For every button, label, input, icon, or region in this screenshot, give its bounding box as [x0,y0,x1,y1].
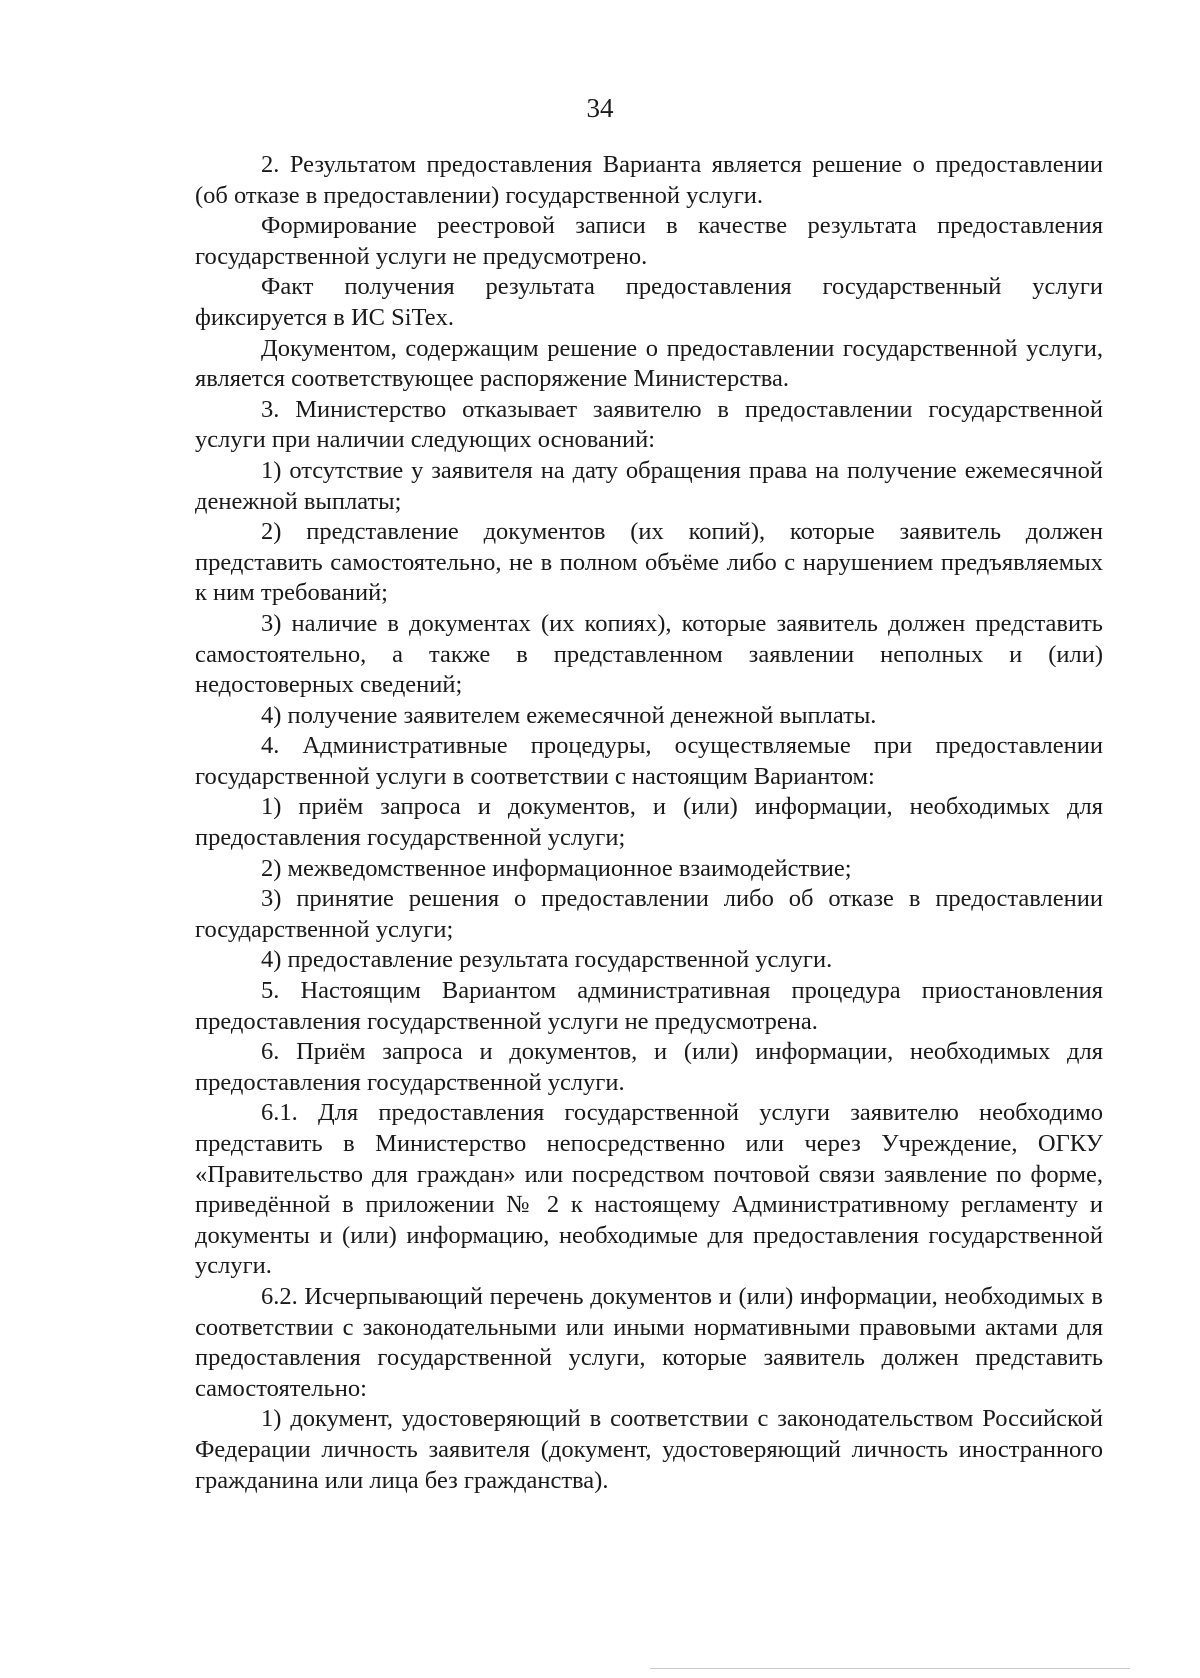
document-body [195,150,1103,1496]
list-item-procedure-4: 4) предоставление результата государственной услуги. [261,946,833,974]
list-item-refusal-1: 1) отсутствие у заявителя на дату обращения права на получение ежемесячной денежной выплаты; [195,456,1103,515]
list-item-procedure-3: 3) принятие решения о предоставлении либо об отказе в предоставлении государственной услуги; [195,885,1103,943]
footer-divider [650,1668,1130,1669]
paragraph-result-variant: 2. Результатом предоставления Варианта является решение о предоставлении (об отказе в предоставлении) государственной услуги. [195,151,1103,209]
list-item-refusal-4: 4) получение заявителем ежемесячной денежной выплаты. [261,701,877,729]
paragraph-request-intake: 6. Приём запроса и документов, и (или) информации, необходимых для предоставления государственной услуги. [195,1038,1103,1096]
list-item-procedure-1: 1) приём запроса и документов, и (или) информации, необходимых для предоставления государственной услуги; [195,793,1103,852]
list-item-refusal-3: 3) наличие в документах (их копиях), которые заявитель должен представить самостоятельно, а также в представленном заявлении неполных и (или) недостоверных сведений; [195,609,1103,699]
paragraph-6-2: 6.2. Исчерпывающий перечень документов и (или) информации, необходимых в соответствии с законодательными или иными нормативными правовыми актами для предоставления государственной услуги, которые заявитель должен представить самостоятельно: [195,1282,1103,1402]
paragraph-6-1: 6.1. Для предоставления государственной услуги заявителю необходимо представить в Министерство непосредственно или через Учреждение, ОГКУ «Правительство для граждан» или посредством почтовой связи заявление по форме, приведённой в приложении № 2 к настоящему Административному регламенту и документы и (или) информацию, необходимые для предоставления государственной услуги. [195,1099,1103,1280]
list-item-procedure-2: 2) межведомственное информационное взаимодействие; [261,854,852,882]
paragraph-refusal-grounds: 3. Министерство отказывает заявителю в предоставлении государственной услуги при наличии следующих оснований: [195,395,1103,454]
page-number: 34 [586,93,614,123]
paragraph-decision-document: Документом, содержащим решение о предоставлении государственной услуги, является соответствующее распоряжение Министерства. [195,334,1103,393]
list-item-identity-document: 1) документ, удостоверяющий в соответствии с законодательством Российской Федерации личность заявителя (документ, удостоверяющий личность иностранного гражданина или лица без гражданства). [195,1405,1103,1494]
paragraph-registry-record: Формирование реестровой записи в качестве результата предоставления государственной услуги не предусмотрено. [195,212,1103,270]
list-item-refusal-2: 2) представление документов (их копий), которые заявитель должен представить самостоятельно, не в полном объёме либо с нарушением предъявляемых к ним требований; [195,518,1103,607]
paragraph-suspension: 5. Настоящим Вариантом административная процедура приостановления предоставления государственной услуги не предусмотрена. [195,977,1103,1035]
paragraph-result-fixation: Факт получения результата предоставления государственный услуги фиксируется в ИС SiTex. [195,273,1103,331]
paragraph-admin-procedures: 4. Административные процедуры, осуществляемые при предоставлении государственной услуги в соответствии с настоящим Вариантом: [195,732,1103,790]
